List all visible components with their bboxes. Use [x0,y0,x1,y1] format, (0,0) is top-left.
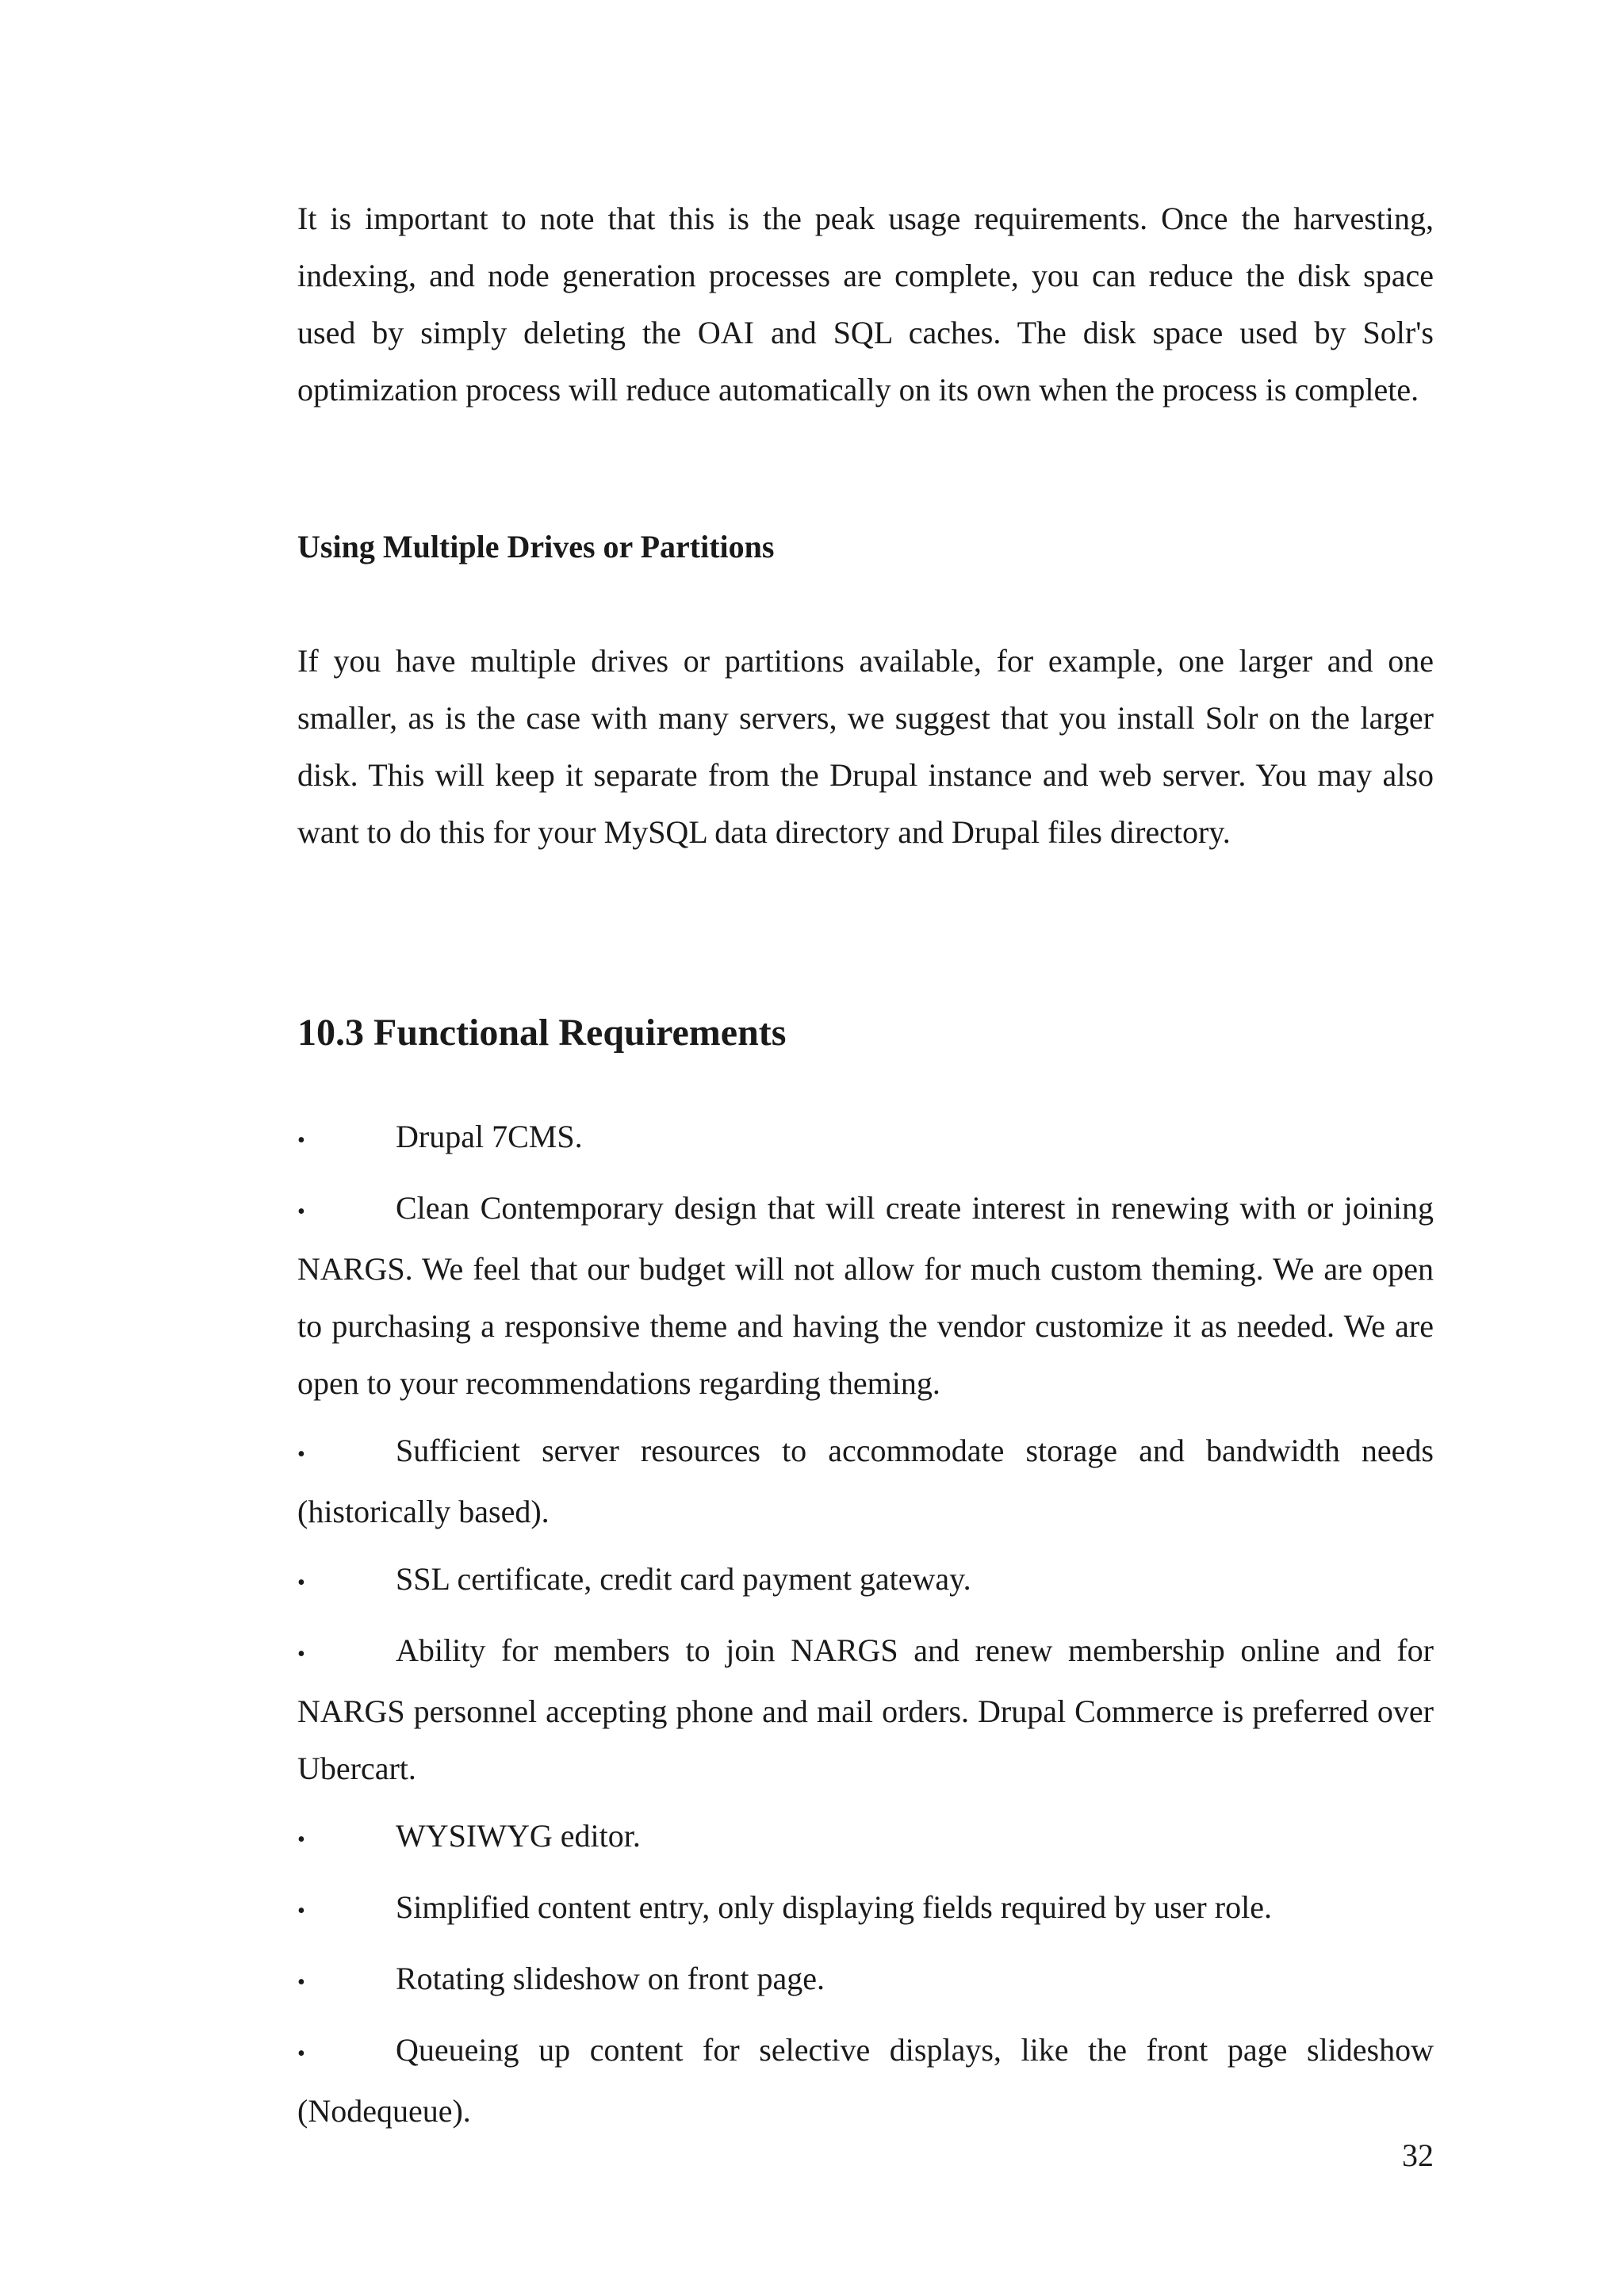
list-item [297,1551,1434,1612]
bullet-icon: • [297,1642,305,1667]
drives-heading-block [297,526,1434,568]
list-item-text: Rotating slideshow on front page. [396,1961,825,1996]
list-item-text: Clean Contemporary design that will create interest in renewing with or joining NARGS. We feel that our budget will not allow for much custom theming. We are open to purchasing a responsive theme and having the vendor customize it as needed. We are open to your recommendations regarding theming. [297,1190,1434,1401]
list-item [297,1180,1434,1412]
bullet-icon: • [297,1571,305,1595]
list-item [297,2022,1434,2140]
bullet-icon: • [297,1442,305,1467]
list-item-text: Drupal 7CMS. [396,1119,583,1154]
functional-requirements-list [297,1108,1434,2140]
list-item-text: Queueing up content for selective displays, like the front page slideshow (Nodequeue). [297,2032,1434,2129]
list-item [297,1108,1434,1169]
list-item [297,1422,1434,1540]
drives-paragraph: If you have multiple drives or partitions available, for example, one larger and one smaller, as is the case with many servers, we suggest that you install Solr on the larger disk. This will keep it separate from the Drupal instance and web server. You may also want to do this for your MySQL data directory and Drupal files directory. [297,643,1434,850]
functional-section-heading: 10.3 Functional Requirements [297,1012,787,1054]
list-item-text: SSL certificate, credit card payment gateway. [396,1561,971,1597]
drives-paragraph-block [297,633,1434,861]
bullet-icon: • [297,1128,305,1153]
page-number: 32 [1402,2137,1434,2173]
bullet-icon: • [297,1970,305,1995]
list-item [297,1879,1434,1940]
list-item-text: Simplified content entry, only displaying fields required by user role. [396,1889,1272,1925]
functional-list-block [297,1108,1434,2150]
intro-block [297,190,1434,419]
list-item-text: WYSIWYG editor. [396,1818,641,1854]
intro-paragraph: It is important to note that this is the peak usage requirements. Once the harvesting, indexing, and node generation processes are complete, you can reduce the disk space used by simply deleting the OAI and SQL caches. The disk space used by Solr's optimization process will reduce automatically on its own when the process is complete. [297,201,1434,408]
bullet-icon: • [297,1899,305,1923]
bullet-icon: • [297,1827,305,1852]
list-item [297,1622,1434,1797]
functional-heading-block [297,1009,1434,1057]
drives-section-heading: Using Multiple Drives or Partitions [297,529,775,564]
list-item [297,1808,1434,1869]
bullet-icon: • [297,2042,305,2066]
bullet-icon: • [297,1200,305,1224]
list-item-text: Ability for members to join NARGS and renew membership online and for NARGS personnel accepting phone and mail orders. Drupal Commerce is preferred over Ubercart. [297,1632,1434,1786]
list-item [297,1950,1434,2011]
list-item-text: Sufficient server resources to accommodate storage and bandwidth needs (historically based). [297,1433,1434,1529]
